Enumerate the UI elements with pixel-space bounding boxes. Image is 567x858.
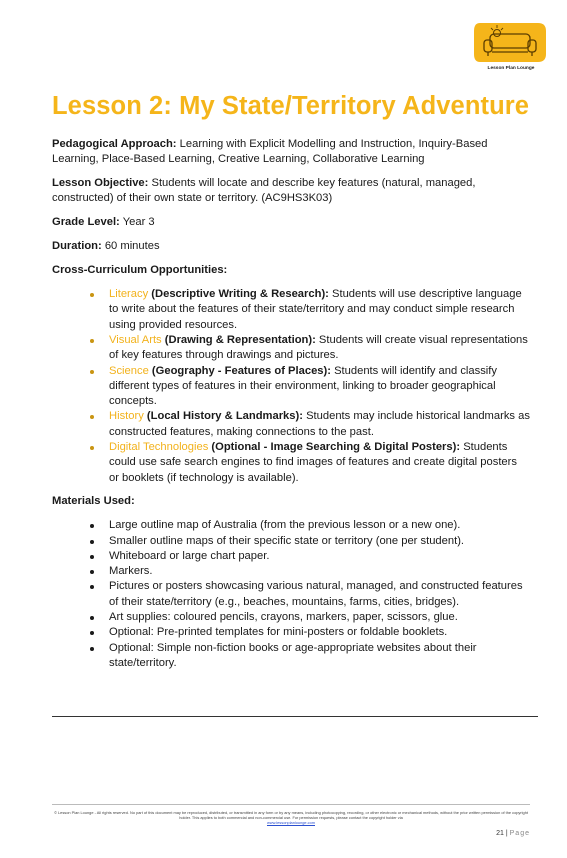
subject-focus: (Local History & Landmarks): (146, 410, 303, 423)
subject-focus: (Descriptive Writing & Research): (151, 288, 329, 301)
website-link[interactable]: www.lessonplanlounge.com (266, 820, 315, 826)
list-item: Art supplies: coloured pencils, crayons, markers, paper, scissors, glue. (109, 610, 530, 625)
page-separator: | (505, 830, 508, 837)
subject-text: Students will use descriptive language to write about the features of their state/territory and may conduct simple research using provided resources. (109, 288, 522, 331)
footer-divider (52, 804, 530, 805)
lesson-content (52, 137, 530, 679)
cross-curriculum-heading: Cross-Curriculum Opportunities: (52, 263, 228, 276)
subject-name: Literacy (109, 288, 149, 301)
objective-label: Lesson Objective: (52, 177, 149, 190)
list-item (109, 333, 530, 364)
sofa-with-lightbulb-icon (470, 20, 552, 66)
page-title: Lesson 2: My State/Territory Adventure (52, 92, 530, 120)
subject-text: Students may include historical landmarks as constructed features, making connections to the past. (109, 410, 530, 438)
list-item: Smaller outline maps of their specific state or territory (one per student). (109, 534, 530, 549)
subject-name: Science (109, 364, 149, 377)
footer-copyright (52, 810, 530, 826)
brand-logo (470, 20, 552, 76)
list-item: Optional: Simple non-fiction books or age-appropriate websites about their state/territory. (109, 641, 530, 672)
grade-text: Year 3 (122, 216, 155, 229)
subject-focus: (Drawing & Representation): (164, 333, 316, 346)
duration-label: Duration: (52, 239, 102, 252)
subject-focus: (Optional - Image Searching & Digital Posters): (211, 441, 461, 454)
subject-text: Students will identify and classify different types of features in their environment, linking to broader geographical concepts. (109, 364, 497, 408)
subject-text: Students will create visual representations of key features through drawings and pictures. (109, 333, 528, 362)
objective-text: Students will locate and describe key features (natural, managed, constructed) of their own state or territory. (AC9HS3K03) (52, 177, 476, 205)
logo-text: Lesson Plan Lounge (487, 66, 535, 71)
list-item (109, 287, 530, 333)
materials-heading: Materials Used: (52, 494, 135, 507)
duration-text: 60 minutes (104, 239, 160, 252)
lesson-objective (52, 176, 530, 207)
subject-name: Visual Arts (109, 333, 162, 346)
subject-text: Students could use safe search engines to find images of features and create digital posters or booklets (if technology is available). (109, 441, 517, 484)
list-item (109, 364, 530, 410)
list-item: Whiteboard or large chart paper. (109, 549, 530, 564)
list-item: Pictures or posters showcasing various natural, managed, and constructed features of their state/territory (e.g., beaches, mountains, farms, cities, bridges). (109, 579, 530, 610)
pedagogical-label: Pedagogical Approach: (52, 138, 177, 150)
materials-list (52, 518, 530, 671)
page-number-value: 21 (496, 830, 504, 837)
list-item: Large outline map of Australia (from the previous lesson or a new one). (109, 518, 530, 533)
list-item: Optional: Pre-printed templates for mini-posters or foldable booklets. (109, 625, 530, 640)
list-item (109, 409, 530, 440)
list-item (109, 440, 530, 486)
pedagogical-approach (52, 137, 530, 168)
copyright-text: © Lesson Plan Lounge - All rights reserved. No part of this document may be reproduced, distributed, or transmitted in any form or by any means, including photocopying, recording, or other electronic or mechanical methods, without the prior written permission of the copyright holder. This applies to both commercial and non-commercial use. For permission requests, please contact the copyright holder via (54, 810, 528, 821)
page-word: Page (509, 830, 530, 837)
subject-name: History (109, 410, 144, 423)
subject-name: Digital Technologies (109, 441, 209, 454)
subject-focus: (Geography - Features of Places): (151, 364, 331, 377)
duration (52, 239, 530, 254)
list-item: Markers. (109, 564, 530, 579)
grade-label: Grade Level: (52, 216, 120, 229)
pedagogical-text: Learning with Explicit Modelling and Instruction, Inquiry-Based Learning, Place-Based Learning, Creative Learning, Collaborative Learning (52, 138, 488, 166)
page-number (470, 830, 530, 837)
section-divider (52, 716, 538, 717)
cross-curriculum-list (52, 287, 530, 486)
grade-level (52, 215, 530, 230)
